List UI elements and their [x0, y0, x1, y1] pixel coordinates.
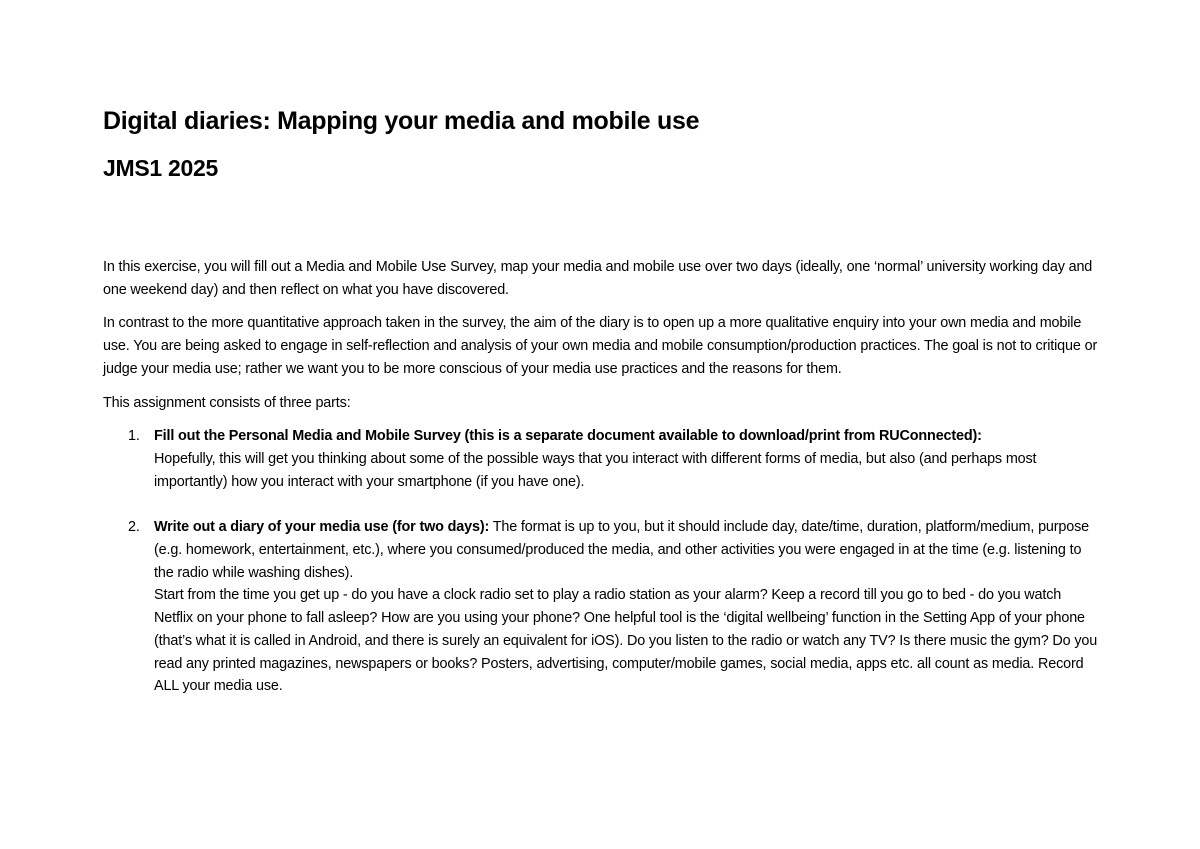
- contrast-paragraph: In contrast to the more quantitative approach taken in the survey, the aim of the diary is to open up a more qualitative enquiry into your own media and mobile use. You are being asked to engage in self-reflection and analysis of your own media and mobile consumption/production practices. The goal is not to critique or judge your media use; rather we want you to be more conscious of your media use practices and the reasons for them.: [103, 315, 1098, 377]
- list-item-lead: Fill out the Personal Media and Mobile Survey (this is a separate document available to download/print from RUConnected):: [154, 428, 982, 445]
- list-item: [103, 516, 1103, 698]
- parts-intro-paragraph: This assignment consists of three parts:: [103, 394, 351, 411]
- list-item-text-continued: Start from the time you get up - do you have a clock radio set to play a radio station as your alarm? Keep a record till you go to bed - do you watch Netflix on your phone to fall asleep? How are you using your phone? One helpful tool is the ‘digital wellbeing’ function in the Setting App of your phone (that’s what it is called in Android, and there is surely an equivalent for iOS). Do you listen to the radio or watch any TV? Is there music the gym? Do you read any printed magazines, newspapers or books? Posters, advertising, computer/mobile games, social media, apps etc. all count as media. Record ALL your media use.: [154, 587, 1098, 695]
- parts-list: [103, 425, 1103, 698]
- intro-paragraph: In this exercise, you will fill out a Media and Mobile Use Survey, map your media and mobile use over two days (ideally, one ‘normal’ university working day and one weekend day) and then reflect on what you have discovered.: [103, 259, 1093, 298]
- document-title: Digital diaries: Mapping your media and mobile use: [103, 107, 700, 135]
- list-item-number: 2.: [128, 519, 140, 536]
- list-item-number: 1.: [128, 428, 140, 445]
- list-item: [103, 425, 1103, 493]
- list-item-text: Hopefully, this will get you thinking about some of the possible ways that you interact with different forms of media, but also (and perhaps most importantly) how you interact with your smartphone (if you have one).: [154, 450, 1037, 490]
- document-content: [103, 104, 1103, 698]
- list-item-lead: Write out a diary of your media use (for two days):: [154, 519, 490, 536]
- document-body: [103, 256, 1103, 698]
- list-item-text: The format is up to you, but it should include day, date/time, duration, platform/medium, purpose (e.g. homework, entertainment, etc.), where you consumed/produced the media, and other activities you were engaged in at the time (e.g. listening to the radio while washing dishes).: [154, 519, 1090, 581]
- document-subtitle: JMS1 2025: [103, 155, 218, 181]
